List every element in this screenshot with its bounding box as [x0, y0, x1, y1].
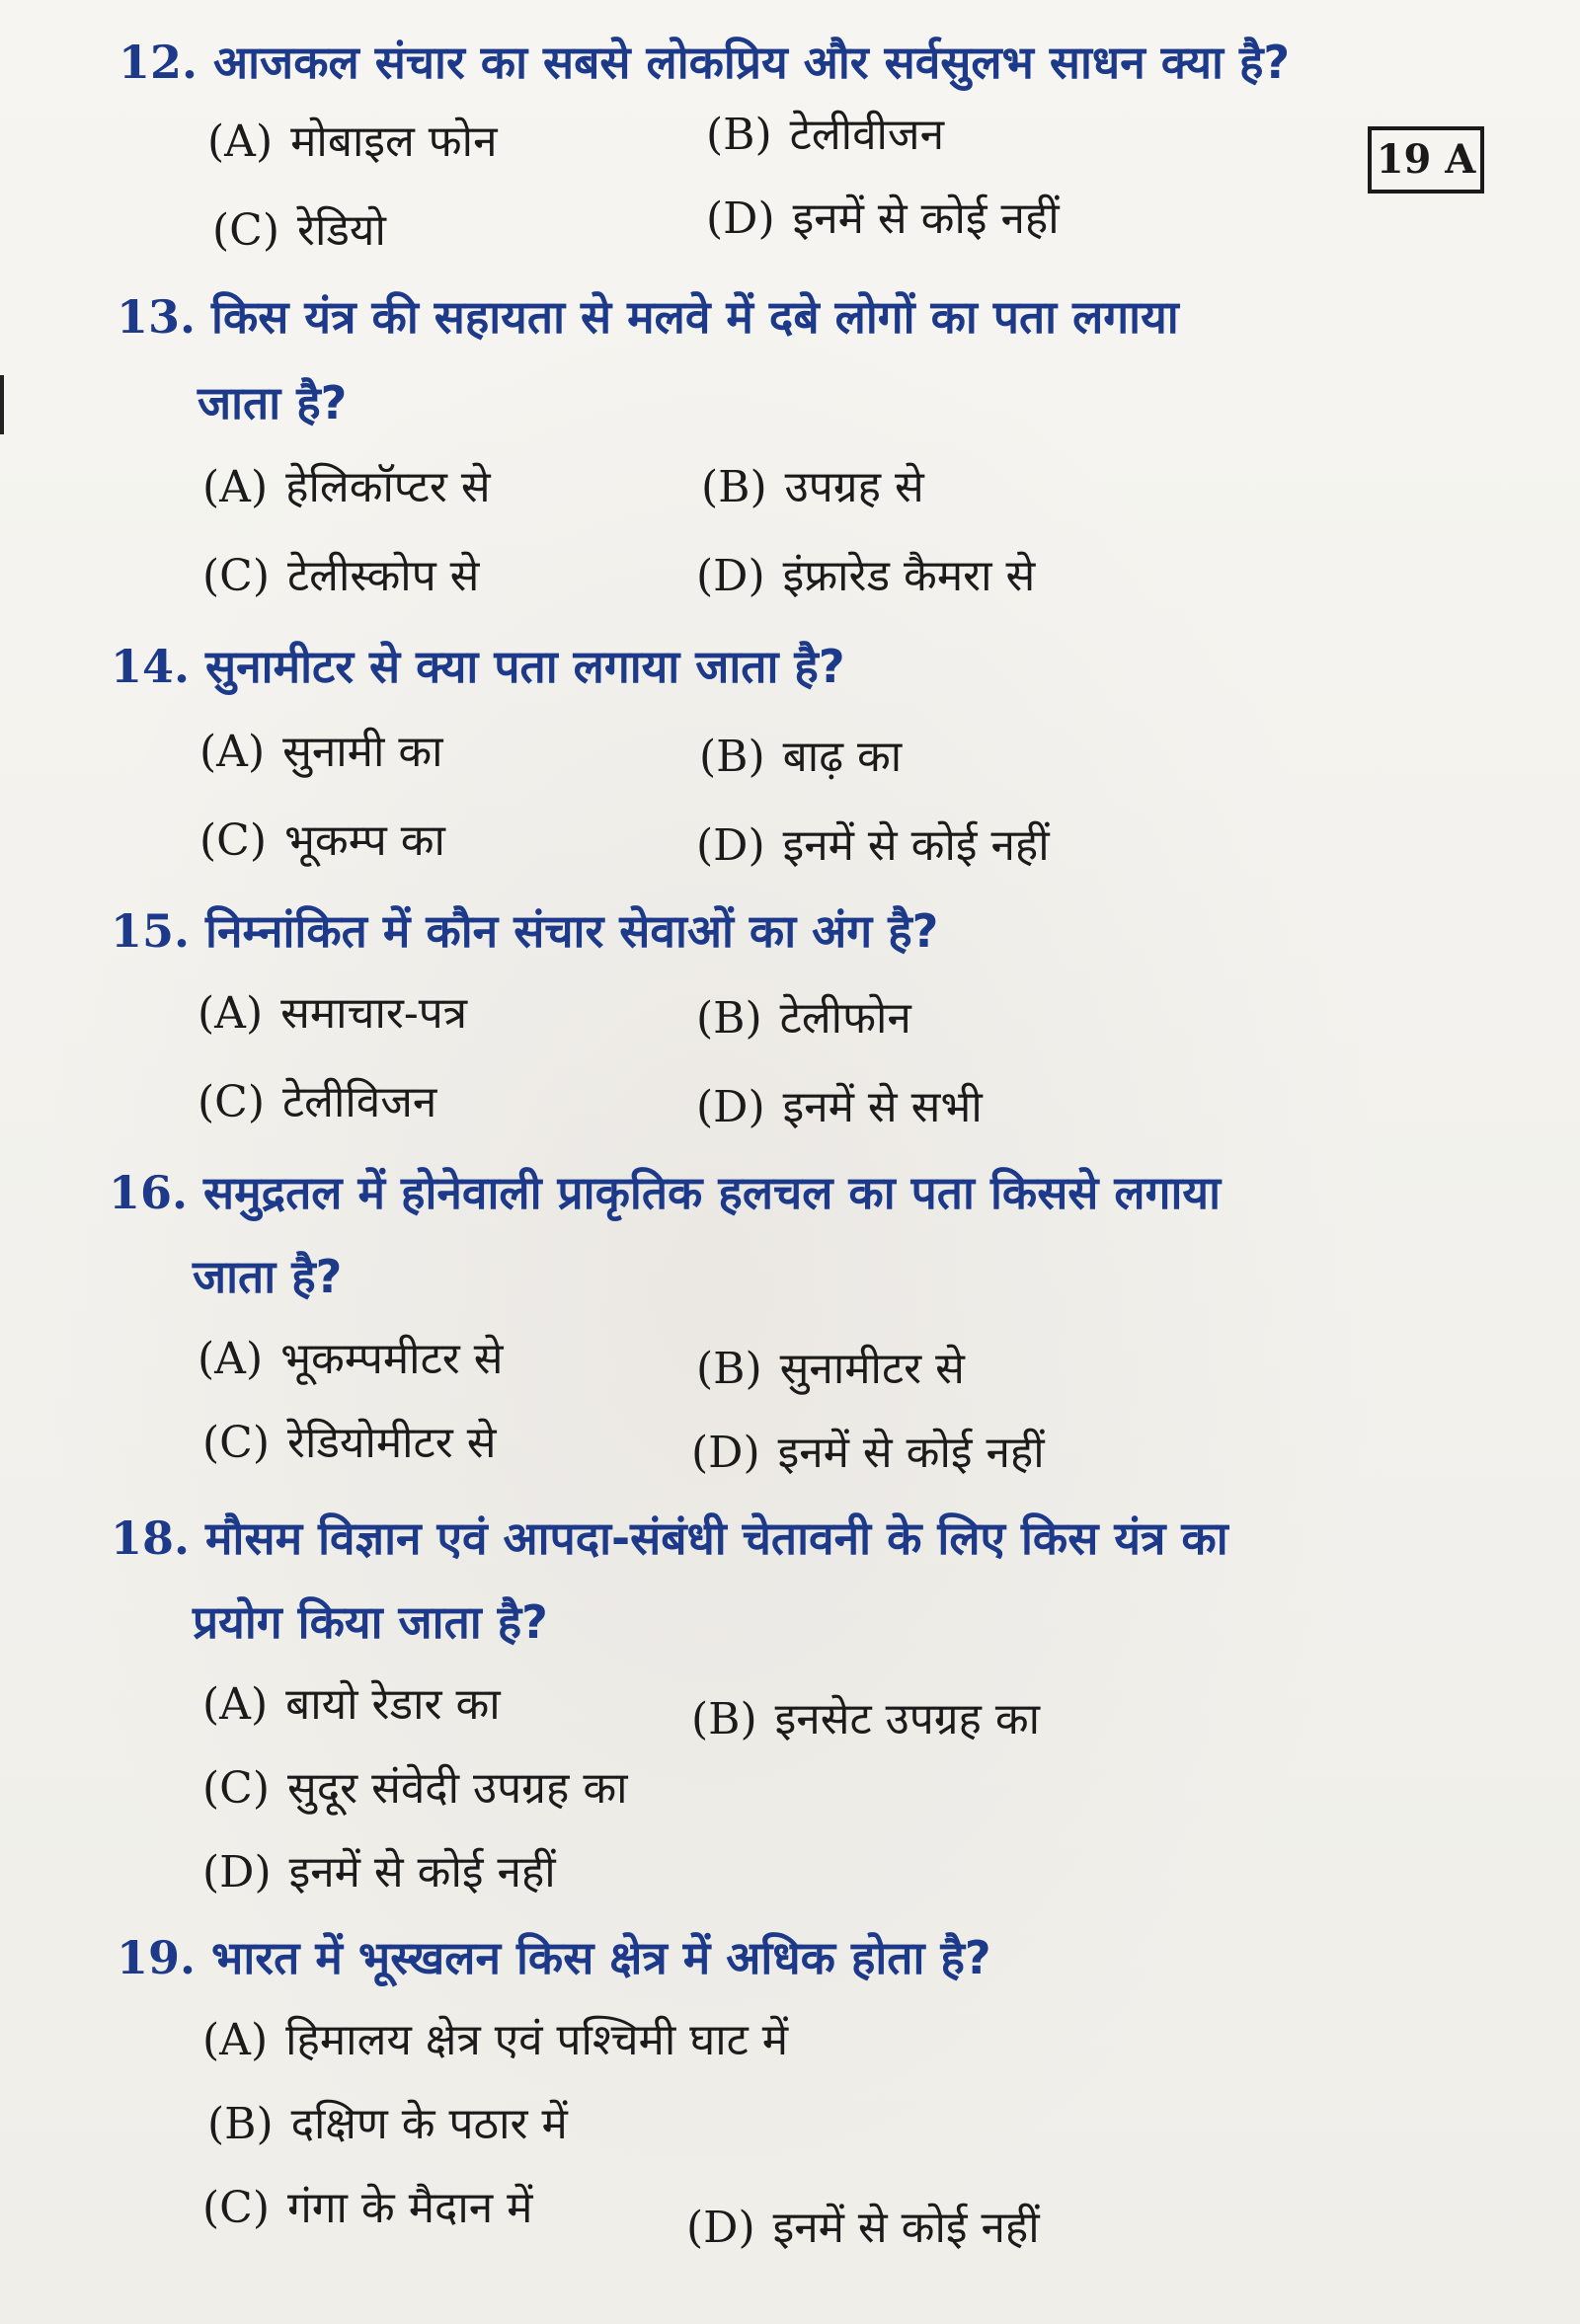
- option-text: हिमालय क्षेत्र एवं पश्चिमी घाट में: [285, 2015, 789, 2065]
- option-text: सुनामीटर से: [779, 1344, 965, 1394]
- question-number: 19.: [117, 1931, 197, 1984]
- question-line: प्रयोग किया जाता है?: [193, 1595, 548, 1649]
- option-text: समाचार-पत्र: [280, 988, 468, 1039]
- option-letter: (B): [696, 993, 762, 1044]
- option-text: रेडियो: [297, 205, 386, 256]
- question-number: 15.: [111, 904, 191, 958]
- option-text: इंफ्रारेड कैमरा से: [782, 551, 1036, 601]
- page-edge-mark: [0, 375, 4, 434]
- question-number: 18.: [111, 1511, 191, 1565]
- question-line: जाता है?: [193, 1250, 343, 1303]
- option-a[interactable]: [199, 727, 443, 777]
- option-c[interactable]: [202, 2183, 533, 2233]
- option-d[interactable]: [696, 551, 1036, 601]
- question-number: 12.: [118, 36, 198, 89]
- option-b[interactable]: [691, 1694, 1041, 1744]
- option-text: बाढ़ का: [782, 732, 903, 782]
- option-b[interactable]: [706, 110, 945, 160]
- option-text: सुनामी का: [282, 727, 443, 777]
- question-line: निम्नांकित में कौन संचार सेवाओं का अंग है?: [205, 904, 939, 958]
- option-text: इनमें से कोई नहीं: [792, 194, 1060, 244]
- option-a[interactable]: [198, 1334, 504, 1384]
- option-text: इनमें से कोई नहीं: [777, 1428, 1045, 1478]
- option-text: टेलीस्कोप से: [287, 551, 480, 601]
- option-letter: (D): [202, 1847, 272, 1898]
- question-line: आजकल संचार का सबसे लोकप्रिय और सर्वसुलभ साधन क्या है?: [213, 36, 1291, 89]
- option-d[interactable]: [691, 1428, 1045, 1478]
- question-text: [117, 1931, 991, 1984]
- question-text: [111, 904, 939, 958]
- question-text-continued: [198, 376, 348, 429]
- option-letter: (B): [699, 732, 765, 782]
- option-letter: (C): [202, 551, 270, 601]
- question-number: 13.: [117, 290, 197, 344]
- option-b[interactable]: [701, 462, 924, 512]
- question-line: समुद्रतल में होनेवाली प्राकृतिक हलचल का पता किससे लगाया: [203, 1166, 1221, 1219]
- option-d[interactable]: [686, 2203, 1040, 2253]
- option-letter: (C): [202, 1763, 270, 1814]
- option-text: रेडियोमीटर से: [287, 1418, 497, 1468]
- option-d[interactable]: [696, 820, 1050, 871]
- option-letter: (B): [207, 2099, 274, 2149]
- option-d[interactable]: [706, 194, 1060, 244]
- question-line: जाता है?: [198, 376, 348, 429]
- option-letter: (C): [198, 1077, 265, 1127]
- option-letter: (A): [202, 2015, 269, 2065]
- option-text: बायो रेडार का: [285, 1679, 501, 1730]
- option-letter: (D): [691, 1428, 760, 1478]
- option-text: टेलीफोन: [779, 993, 911, 1044]
- question-line: मौसम विज्ञान एवं आपदा-संबंधी चेतावनी के लिए किस यंत्र का: [205, 1511, 1228, 1565]
- option-letter: (A): [198, 988, 264, 1039]
- question-text: [118, 36, 1291, 89]
- option-a[interactable]: [202, 2015, 789, 2065]
- option-c[interactable]: [202, 551, 480, 601]
- option-d[interactable]: [202, 1847, 556, 1898]
- option-letter: (B): [696, 1344, 762, 1394]
- question-line: किस यंत्र की सहायता से मलवे में दबे लोगों का पता लगाया: [211, 290, 1179, 344]
- option-text: मोबाइल फोन: [290, 116, 498, 167]
- option-letter: (A): [198, 1334, 264, 1384]
- option-letter: (C): [202, 1418, 270, 1468]
- option-c[interactable]: [202, 1763, 628, 1814]
- question-line: भारत में भूस्खलन किस क्षेत्र में अधिक होता है?: [211, 1931, 991, 1984]
- option-text: गंगा के मैदान में: [287, 2183, 533, 2233]
- option-b[interactable]: [696, 993, 911, 1044]
- option-a[interactable]: [202, 462, 491, 512]
- option-letter: (D): [686, 2203, 755, 2253]
- option-text: टेलीवीजन: [789, 110, 945, 160]
- option-text: दक्षिण के पठार में: [290, 2099, 568, 2149]
- option-text: इनमें से कोई नहीं: [772, 2203, 1040, 2253]
- chapter-badge: 19 A: [1368, 126, 1484, 194]
- option-letter: (B): [701, 462, 767, 512]
- option-text: भूकम्प का: [284, 815, 445, 866]
- question-text-continued: [193, 1595, 548, 1649]
- option-letter: (A): [202, 462, 269, 512]
- question-text: [111, 640, 845, 693]
- option-text: इनमें से कोई नहीं: [288, 1847, 556, 1898]
- option-text: इनमें से सभी: [782, 1082, 983, 1132]
- option-c[interactable]: [202, 1418, 497, 1468]
- option-text: उपग्रह से: [784, 462, 924, 512]
- question-text-continued: [193, 1250, 343, 1303]
- option-letter: (D): [706, 194, 775, 244]
- option-letter: (D): [696, 820, 765, 871]
- option-text: टेलीविजन: [282, 1077, 437, 1127]
- option-a[interactable]: [207, 116, 498, 167]
- question-number: 16.: [109, 1166, 189, 1219]
- option-c[interactable]: [199, 815, 445, 866]
- option-text: सुदूर संवेदी उपग्रह का: [287, 1763, 628, 1814]
- option-b[interactable]: [207, 2099, 568, 2149]
- option-c[interactable]: [212, 205, 386, 256]
- option-c[interactable]: [198, 1077, 437, 1127]
- option-text: इनमें से कोई नहीं: [782, 820, 1050, 871]
- option-d[interactable]: [696, 1082, 983, 1132]
- option-a[interactable]: [198, 988, 468, 1039]
- option-letter: (D): [696, 1082, 765, 1132]
- option-letter: (B): [691, 1694, 757, 1744]
- question-number: 14.: [111, 640, 191, 693]
- option-a[interactable]: [202, 1679, 501, 1730]
- option-text: इनसेट उपग्रह का: [774, 1694, 1041, 1744]
- option-text: हेलिकॉप्टर से: [285, 462, 491, 512]
- option-text: भूकम्पमीटर से: [280, 1334, 504, 1384]
- option-b[interactable]: [696, 1344, 965, 1394]
- option-letter: (C): [202, 2183, 270, 2233]
- question-text: [109, 1166, 1221, 1219]
- option-letter: (D): [696, 551, 765, 601]
- question-text: [111, 1511, 1228, 1565]
- option-letter: (B): [706, 110, 772, 160]
- option-b[interactable]: [699, 732, 903, 782]
- option-letter: (C): [199, 815, 267, 866]
- option-letter: (A): [207, 116, 274, 167]
- option-letter: (A): [199, 727, 266, 777]
- option-letter: (A): [202, 1679, 269, 1730]
- option-letter: (C): [212, 205, 279, 256]
- question-text: [117, 290, 1179, 344]
- question-line: सुनामीटर से क्या पता लगाया जाता है?: [205, 640, 845, 693]
